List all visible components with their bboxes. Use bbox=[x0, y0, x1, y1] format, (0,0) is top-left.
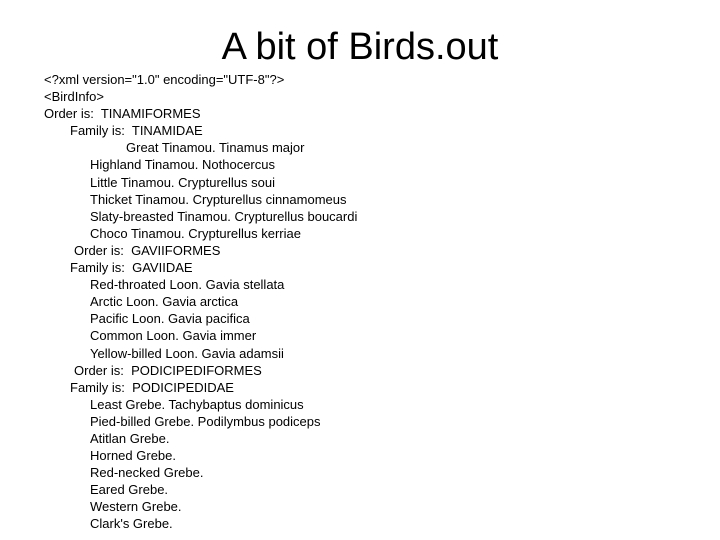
document-body bbox=[44, 71, 704, 533]
output-line: Thicket Tinamou. Crypturellus cinnamomeus bbox=[90, 191, 347, 207]
output-line: Yellow-billed Loon. Gavia adamsii bbox=[90, 345, 284, 361]
output-line: Highland Tinamou. Nothocercus bbox=[90, 157, 275, 173]
output-line: Horned Grebe. bbox=[90, 448, 176, 464]
output-line: Eared Grebe. bbox=[90, 482, 169, 498]
output-line: Pacific Loon. Gavia pacifica bbox=[90, 311, 250, 327]
output-line: Great Tinamou. Tinamus major bbox=[126, 140, 305, 156]
output-line: Red-throated Loon. Gavia stellata bbox=[90, 277, 285, 293]
output-line: Choco Tinamou. Crypturellus kerriae bbox=[90, 225, 301, 241]
output-line: Order is: TINAMIFORMES bbox=[44, 106, 201, 122]
output-line: Clark's Grebe. bbox=[90, 516, 173, 532]
page-title: A bit of Birds.out bbox=[221, 26, 499, 68]
output-line: Arctic Loon. Gavia arctica bbox=[90, 294, 239, 310]
output-line: Family is: PODICIPEDIDAE bbox=[70, 379, 234, 395]
output-line: Slaty-breasted Tinamou. Crypturellus boucardi bbox=[90, 208, 358, 224]
output-line: Order is: GAVIIFORMES bbox=[74, 242, 221, 258]
output-line: Atitlan Grebe. bbox=[90, 430, 170, 446]
output-line: Family is: TINAMIDAE bbox=[70, 123, 203, 139]
output-line: Pied-billed Grebe. Podilymbus podiceps bbox=[90, 413, 321, 429]
output-line: Red-necked Grebe. bbox=[90, 465, 204, 481]
output-line: Western Grebe. bbox=[90, 499, 182, 515]
output-line: Family is: GAVIIDAE bbox=[70, 260, 193, 276]
output-line: Order is: PODICIPEDIFORMES bbox=[74, 362, 262, 378]
output-line: Least Grebe. Tachybaptus dominicus bbox=[90, 396, 304, 412]
output-line: <?xml version="1.0" encoding="UTF-8"?> bbox=[44, 72, 285, 87]
output-line: Common Loon. Gavia immer bbox=[90, 328, 257, 344]
output-line: Little Tinamou. Crypturellus soui bbox=[90, 174, 275, 190]
output-line: <BirdInfo> bbox=[44, 89, 104, 105]
